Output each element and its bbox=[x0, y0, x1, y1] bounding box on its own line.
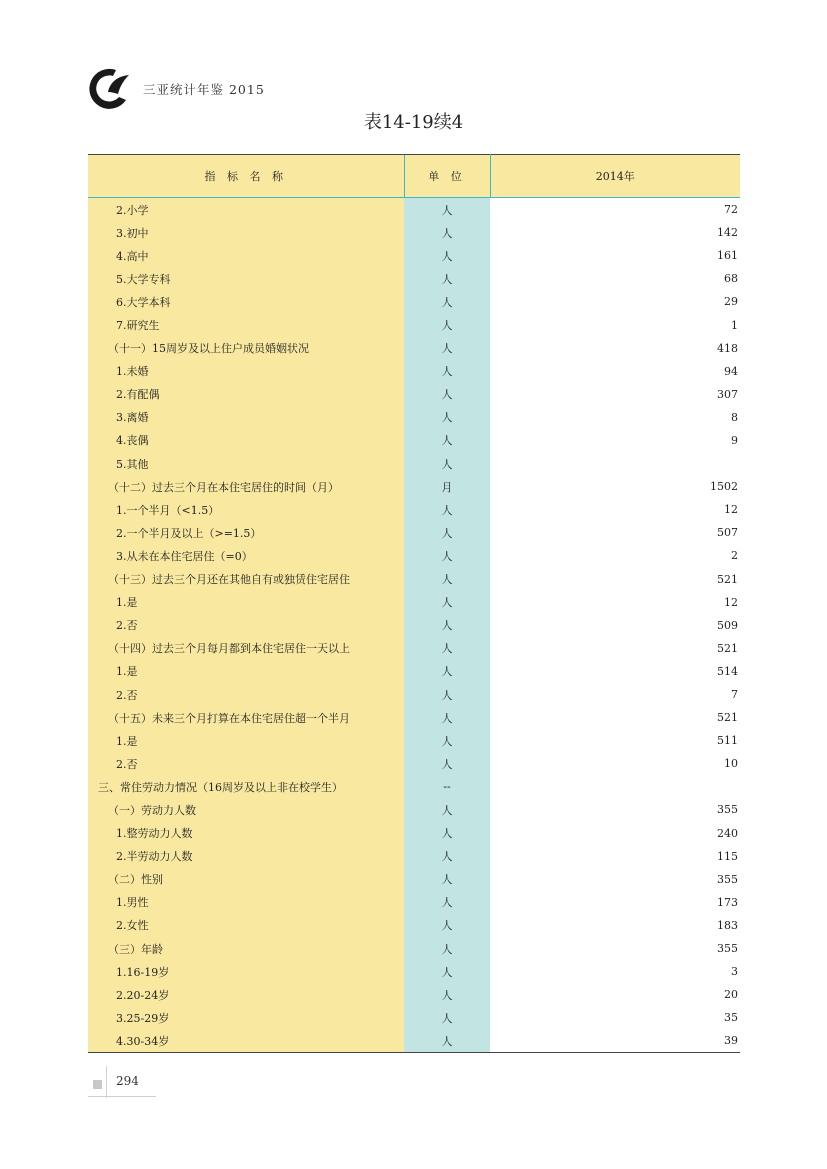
table-title: 表14-19续4 bbox=[363, 112, 464, 133]
row-name-cell: （二）性别 bbox=[88, 868, 404, 891]
row-value-cell: 173 bbox=[490, 891, 740, 914]
row-value-cell: 1 bbox=[490, 313, 740, 336]
row-name-cell: 2.女性 bbox=[88, 914, 404, 937]
table-row bbox=[88, 313, 740, 336]
row-name-cell: （十五）未来三个月打算在本住宅居住超一个半月 bbox=[88, 706, 404, 729]
row-unit-cell: 人 bbox=[404, 729, 490, 752]
row-value-cell: 521 bbox=[490, 637, 740, 660]
row-name-cell: 2.一个半月及以上（>=1.5） bbox=[88, 521, 404, 544]
row-name-cell: 1.是 bbox=[88, 591, 404, 614]
row-value-cell: 183 bbox=[490, 914, 740, 937]
row-value-cell bbox=[490, 452, 740, 475]
row-unit-cell: 人 bbox=[404, 845, 490, 868]
row-unit-cell: 人 bbox=[404, 706, 490, 729]
row-unit-cell: 人 bbox=[404, 683, 490, 706]
table-row bbox=[88, 798, 740, 821]
table-row bbox=[88, 406, 740, 429]
row-unit-cell: 人 bbox=[404, 244, 490, 267]
row-unit-cell: 人 bbox=[404, 914, 490, 937]
row-name-cell: 5.其他 bbox=[88, 452, 404, 475]
row-unit-cell: 人 bbox=[404, 660, 490, 683]
row-unit-cell: 人 bbox=[404, 313, 490, 336]
row-value-cell: 507 bbox=[490, 521, 740, 544]
row-name-cell: 1.男性 bbox=[88, 891, 404, 914]
table-row bbox=[88, 244, 740, 267]
yearbook-logo-icon bbox=[86, 66, 132, 112]
table-row bbox=[88, 706, 740, 729]
row-name-cell: 3.从未在本住宅居住（=0） bbox=[88, 544, 404, 567]
row-unit-cell: 人 bbox=[404, 798, 490, 821]
row-value-cell: 68 bbox=[490, 267, 740, 290]
footer-vertical-rule bbox=[106, 1066, 107, 1098]
row-name-cell: （十三）过去三个月还在其他自有或独赁住宅居住 bbox=[88, 568, 404, 591]
row-value-cell: 240 bbox=[490, 822, 740, 845]
row-name-cell: 1.是 bbox=[88, 729, 404, 752]
table-row bbox=[88, 1006, 740, 1029]
row-name-cell: 1.一个半月（<1.5） bbox=[88, 498, 404, 521]
table-row bbox=[88, 775, 740, 798]
table-row bbox=[88, 752, 740, 775]
row-value-cell: 307 bbox=[490, 383, 740, 406]
row-unit-cell: 人 bbox=[404, 452, 490, 475]
row-value-cell: 511 bbox=[490, 729, 740, 752]
row-unit-cell: -- bbox=[404, 775, 490, 798]
page-number: 294 bbox=[116, 1074, 139, 1088]
statistics-table-container bbox=[88, 154, 740, 1053]
table-row bbox=[88, 614, 740, 637]
row-value-cell: 29 bbox=[490, 290, 740, 313]
row-unit-cell: 人 bbox=[404, 868, 490, 891]
row-unit-cell: 月 bbox=[404, 475, 490, 498]
row-unit-cell: 人 bbox=[404, 637, 490, 660]
row-unit-cell: 人 bbox=[404, 1006, 490, 1029]
row-unit-cell: 人 bbox=[404, 521, 490, 544]
row-value-cell: 8 bbox=[490, 406, 740, 429]
table-row bbox=[88, 660, 740, 683]
table-row bbox=[88, 822, 740, 845]
row-unit-cell: 人 bbox=[404, 337, 490, 360]
row-value-cell: 1502 bbox=[490, 475, 740, 498]
table-row bbox=[88, 637, 740, 660]
row-name-cell: 2.半劳动力人数 bbox=[88, 845, 404, 868]
table-row bbox=[88, 683, 740, 706]
column-header-2014: 2014年 bbox=[490, 155, 740, 198]
row-value-cell: 10 bbox=[490, 752, 740, 775]
table-row bbox=[88, 845, 740, 868]
row-unit-cell: 人 bbox=[404, 568, 490, 591]
row-unit-cell: 人 bbox=[404, 498, 490, 521]
row-name-cell: 3.离婚 bbox=[88, 406, 404, 429]
row-value-cell: 20 bbox=[490, 983, 740, 1006]
table-row bbox=[88, 960, 740, 983]
row-name-cell: 5.大学专科 bbox=[88, 267, 404, 290]
row-name-cell: 4.高中 bbox=[88, 244, 404, 267]
row-value-cell: 72 bbox=[490, 198, 740, 222]
row-unit-cell: 人 bbox=[404, 1029, 490, 1053]
row-value-cell: 39 bbox=[490, 1029, 740, 1053]
row-unit-cell: 人 bbox=[404, 383, 490, 406]
table-row bbox=[88, 360, 740, 383]
table-row bbox=[88, 983, 740, 1006]
table-row bbox=[88, 337, 740, 360]
page-footer bbox=[88, 1066, 158, 1100]
row-value-cell: 2 bbox=[490, 544, 740, 567]
row-name-cell: 2.否 bbox=[88, 614, 404, 637]
row-unit-cell: 人 bbox=[404, 406, 490, 429]
table-row bbox=[88, 937, 740, 960]
row-unit-cell: 人 bbox=[404, 614, 490, 637]
table-row bbox=[88, 475, 740, 498]
table-row bbox=[88, 221, 740, 244]
row-name-cell: （三）年龄 bbox=[88, 937, 404, 960]
row-unit-cell: 人 bbox=[404, 937, 490, 960]
row-name-cell: 1.未婚 bbox=[88, 360, 404, 383]
row-unit-cell: 人 bbox=[404, 544, 490, 567]
row-value-cell: 3 bbox=[490, 960, 740, 983]
table-row bbox=[88, 729, 740, 752]
table-body bbox=[88, 198, 740, 1053]
row-value-cell: 12 bbox=[490, 498, 740, 521]
row-name-cell: 2.20-24岁 bbox=[88, 983, 404, 1006]
row-value-cell: 161 bbox=[490, 244, 740, 267]
row-unit-cell: 人 bbox=[404, 290, 490, 313]
row-value-cell: 355 bbox=[490, 798, 740, 821]
table-row bbox=[88, 452, 740, 475]
footer-square-mark bbox=[93, 1080, 102, 1089]
row-unit-cell: 人 bbox=[404, 591, 490, 614]
column-header-unit: 单 位 bbox=[404, 155, 490, 198]
page-header bbox=[86, 66, 386, 114]
row-name-cell: 4.30-34岁 bbox=[88, 1029, 404, 1053]
row-name-cell: 3.初中 bbox=[88, 221, 404, 244]
statistics-table bbox=[88, 154, 740, 1053]
row-name-cell: （十一）15周岁及以上住户成员婚姻状况 bbox=[88, 337, 404, 360]
column-header-indicator-name: 指 标 名 称 bbox=[88, 155, 404, 198]
row-value-cell: 355 bbox=[490, 868, 740, 891]
row-name-cell: （十四）过去三个月每月都到本住宅居住一天以上 bbox=[88, 637, 404, 660]
table-row bbox=[88, 429, 740, 452]
table-row bbox=[88, 521, 740, 544]
row-unit-cell: 人 bbox=[404, 429, 490, 452]
table-row bbox=[88, 591, 740, 614]
table-row bbox=[88, 383, 740, 406]
row-value-cell: 514 bbox=[490, 660, 740, 683]
row-value-cell: 35 bbox=[490, 1006, 740, 1029]
table-row bbox=[88, 1029, 740, 1053]
row-value-cell: 521 bbox=[490, 706, 740, 729]
row-value-cell: 521 bbox=[490, 568, 740, 591]
row-name-cell: （一）劳动力人数 bbox=[88, 798, 404, 821]
yearbook-name: 三亚统计年鉴 2015 bbox=[143, 82, 265, 97]
table-row bbox=[88, 290, 740, 313]
row-value-cell: 7 bbox=[490, 683, 740, 706]
row-name-cell: 7.研究生 bbox=[88, 313, 404, 336]
table-row bbox=[88, 868, 740, 891]
table-row bbox=[88, 198, 740, 222]
table-row bbox=[88, 498, 740, 521]
row-name-cell: 三、常住劳动力情况（16周岁及以上非在校学生） bbox=[88, 775, 404, 798]
row-unit-cell: 人 bbox=[404, 822, 490, 845]
row-unit-cell: 人 bbox=[404, 983, 490, 1006]
row-name-cell: 1.整劳动力人数 bbox=[88, 822, 404, 845]
row-unit-cell: 人 bbox=[404, 198, 490, 222]
row-value-cell bbox=[490, 775, 740, 798]
row-name-cell: （十二）过去三个月在本住宅居住的时间（月） bbox=[88, 475, 404, 498]
row-value-cell: 115 bbox=[490, 845, 740, 868]
table-row bbox=[88, 914, 740, 937]
row-value-cell: 12 bbox=[490, 591, 740, 614]
row-value-cell: 355 bbox=[490, 937, 740, 960]
table-header-row bbox=[88, 155, 740, 198]
row-unit-cell: 人 bbox=[404, 752, 490, 775]
table-row bbox=[88, 544, 740, 567]
row-value-cell: 418 bbox=[490, 337, 740, 360]
row-name-cell: 2.小学 bbox=[88, 198, 404, 222]
row-unit-cell: 人 bbox=[404, 960, 490, 983]
row-name-cell: 3.25-29岁 bbox=[88, 1006, 404, 1029]
row-name-cell: 1.16-19岁 bbox=[88, 960, 404, 983]
row-unit-cell: 人 bbox=[404, 267, 490, 290]
row-value-cell: 9 bbox=[490, 429, 740, 452]
table-row bbox=[88, 267, 740, 290]
row-name-cell: 2.否 bbox=[88, 752, 404, 775]
row-unit-cell: 人 bbox=[404, 360, 490, 383]
row-unit-cell: 人 bbox=[404, 221, 490, 244]
row-name-cell: 6.大学本科 bbox=[88, 290, 404, 313]
row-name-cell: 4.丧偶 bbox=[88, 429, 404, 452]
table-row bbox=[88, 891, 740, 914]
row-unit-cell: 人 bbox=[404, 891, 490, 914]
row-name-cell: 1.是 bbox=[88, 660, 404, 683]
row-value-cell: 94 bbox=[490, 360, 740, 383]
table-row bbox=[88, 568, 740, 591]
row-value-cell: 142 bbox=[490, 221, 740, 244]
row-name-cell: 2.否 bbox=[88, 683, 404, 706]
footer-horizontal-rule bbox=[88, 1096, 156, 1097]
row-name-cell: 2.有配偶 bbox=[88, 383, 404, 406]
row-value-cell: 509 bbox=[490, 614, 740, 637]
